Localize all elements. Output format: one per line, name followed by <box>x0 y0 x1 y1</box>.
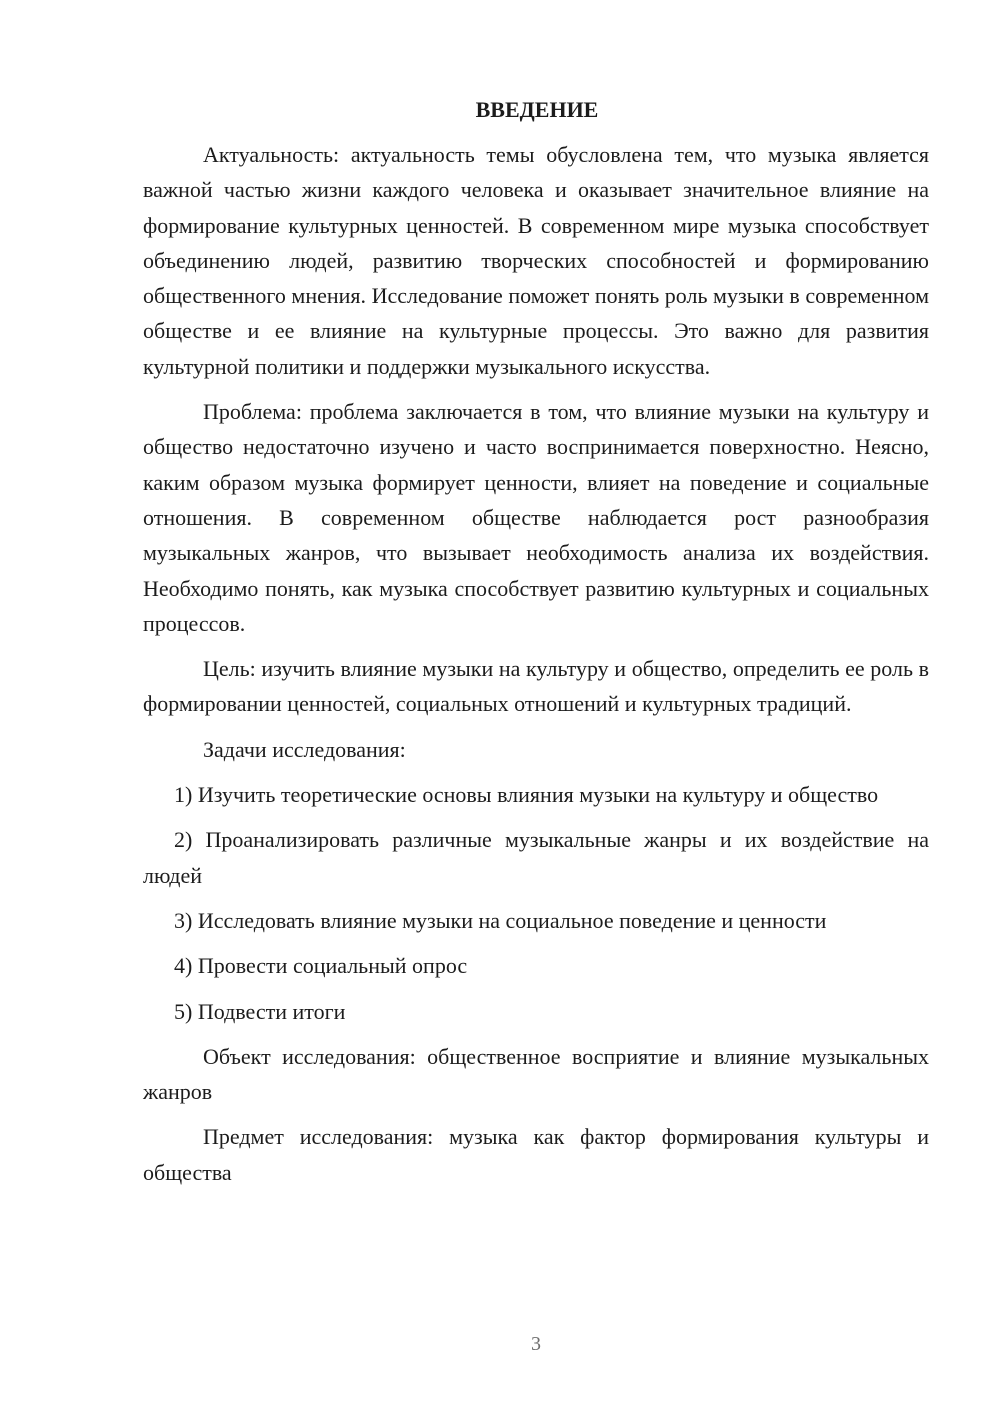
goal-paragraph: Цель: изучить влияние музыки на культуру и общество, определить ее роль в формировании ценностей, социальных отношений и культурных традиций. <box>143 656 929 717</box>
research-object-paragraph: Объект исследования: общественное восприятие и влияние музыкальных жанров <box>143 1043 929 1105</box>
task-item: 1) Изучить теоретические основы влияния музыки на культуру и общество <box>174 782 879 808</box>
tasks-heading: Задачи исследования: <box>203 736 406 762</box>
task-item: 3) Исследовать влияние музыки на социальное поведение и ценности <box>174 907 827 933</box>
problem-paragraph: Проблема: проблема заключается в том, что влияние музыки на культуру и общество недостаточно изучено и часто воспринимается поверхностно. Неясно, каким образом музыка формирует ценности, влияет на поведение и социальные отношения. В современном обществе наблюдается рост разнообразия музыкальных жанров, что вызывает необходимость анализа их воздействия. Необходимо понять, как музыка способствует развитию культурных и социальных процессов. <box>143 399 929 636</box>
research-subject-paragraph: Предмет исследования: музыка как фактор формирования культуры и общества <box>143 1124 929 1185</box>
task-item: 5) Подвести итоги <box>174 998 346 1024</box>
page-number: 3 <box>531 1333 541 1355</box>
task-item: 4) Провести социальный опрос <box>174 953 468 979</box>
section-heading: ВВЕДЕНИЕ <box>475 97 599 122</box>
page-content <box>143 95 929 1200</box>
task-item: 2) Проанализировать различные музыкальные жанры и их воздействие на людей <box>143 827 929 888</box>
relevance-paragraph: Актуальность: актуальность темы обусловлена тем, что музыка является важной частью жизни каждого человека и оказывает значительное влияние на формирование культурных ценностей. В современном мире музыка способствует объединению людей, развитию творческих способностей и формированию общественного мнения. Исследование поможет понять роль музыки в современном обществе и ее влияние на культурные процессы. Это важно для развития культурной политики и поддержки музыкального искусства. <box>143 142 929 379</box>
